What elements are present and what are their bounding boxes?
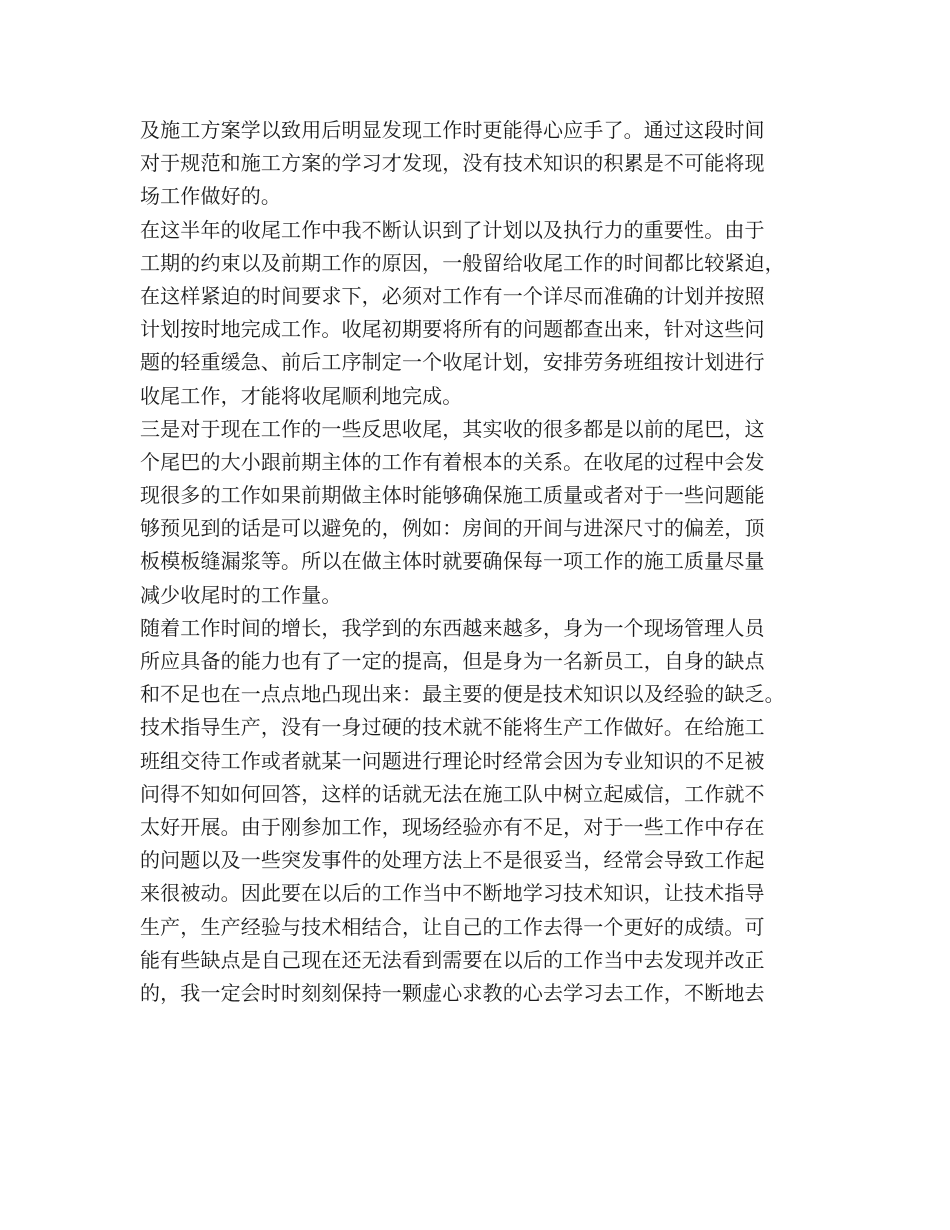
text-line: 所应具备的能力也有了一定的提高，但是身为一名新员工，自身的缺点 (140, 649, 765, 673)
text-line: 对于规范和施工方案的学习才发现，没有技术知识的积累是不可能将现 (140, 151, 765, 176)
text-line: 来很被动。因此要在以后的工作当中不断地学习技术知识，让技术指导 (140, 881, 765, 906)
text-line: 三是对于现在工作的一些反思收尾，其实收的很多都是以前的尾巴，这 (140, 416, 765, 441)
text-line: 班组交待工作或者就某一问题进行理论时经常会因为专业知识的不足被 (140, 748, 765, 773)
text-line: 减少收尾时的工作量。 (140, 582, 342, 607)
text-line: 在这半年的收尾工作中我不断认识到了计划以及执行力的重要性。由于 (140, 217, 765, 242)
text-line: 太好开展。由于刚参加工作，现场经验亦有不足，对于一些工作中存在 (140, 814, 765, 839)
text-line: 及施工方案学以致用后明显发现工作时更能得心应手了。通过这段时间 (140, 118, 765, 142)
text-line: 在这样紧迫的时间要求下，必须对工作有一个详尽而准确的计划并按照 (140, 283, 765, 308)
text-line: 题的轻重缓急、前后工序制定一个收尾计划，安排劳务班组按计划进行 (140, 350, 765, 375)
text-line: 的，我一定会时时刻刻保持一颗虚心求教的心去学习去工作，不断地去 (140, 980, 765, 1005)
text-line: 生产，生产经验与技术相结合，让自己的工作去得一个更好的成绩。可 (140, 914, 765, 939)
text-line: 现很多的工作如果前期做主体时能够确保施工质量或者对于一些问题能 (140, 483, 765, 508)
text-line: 和不足也在一点点地凸现出来：最主要的便是技术知识以及经验的缺乏。 (140, 682, 785, 707)
text-line: 场工作做好的。 (140, 184, 282, 209)
text-line: 收尾工作，才能将收尾顺利地完成。 (140, 383, 463, 408)
text-line: 的问题以及一些突发事件的处理方法上不是很妥当，经常会导致工作起 (140, 848, 765, 873)
text-line: 问得不知如何回答，这样的话就无法在施工队中树立起威信，工作就不 (140, 781, 765, 806)
text-line: 够预见到的话是可以避免的，例如：房间的开间与进深尺寸的偏差，顶 (140, 516, 765, 541)
text-line: 个尾巴的大小跟前期主体的工作有着根本的关系。在收尾的过程中会发 (140, 449, 765, 474)
text-line: 板模板缝漏浆等。所以在做主体时就要确保每一项工作的施工质量尽量 (140, 549, 765, 574)
text-line: 随着工作时间的增长，我学到的东西越来越多，身为一个现场管理人员 (140, 615, 765, 640)
text-line: 技术指导生产，没有一身过硬的技术就不能将生产工作做好。在给施工 (140, 715, 765, 740)
text-line: 计划按时地完成工作。收尾初期要将所有的问题都查出来，针对这些问 (140, 317, 765, 342)
text-line: 工期的约束以及前期工作的原因，一般留给收尾工作的时间都比较紧迫， (140, 250, 785, 275)
text-line: 能有些缺点是自己现在还无法看到需要在以后的工作当中去发现并改正 (140, 947, 765, 972)
body-text (140, 114, 830, 1010)
